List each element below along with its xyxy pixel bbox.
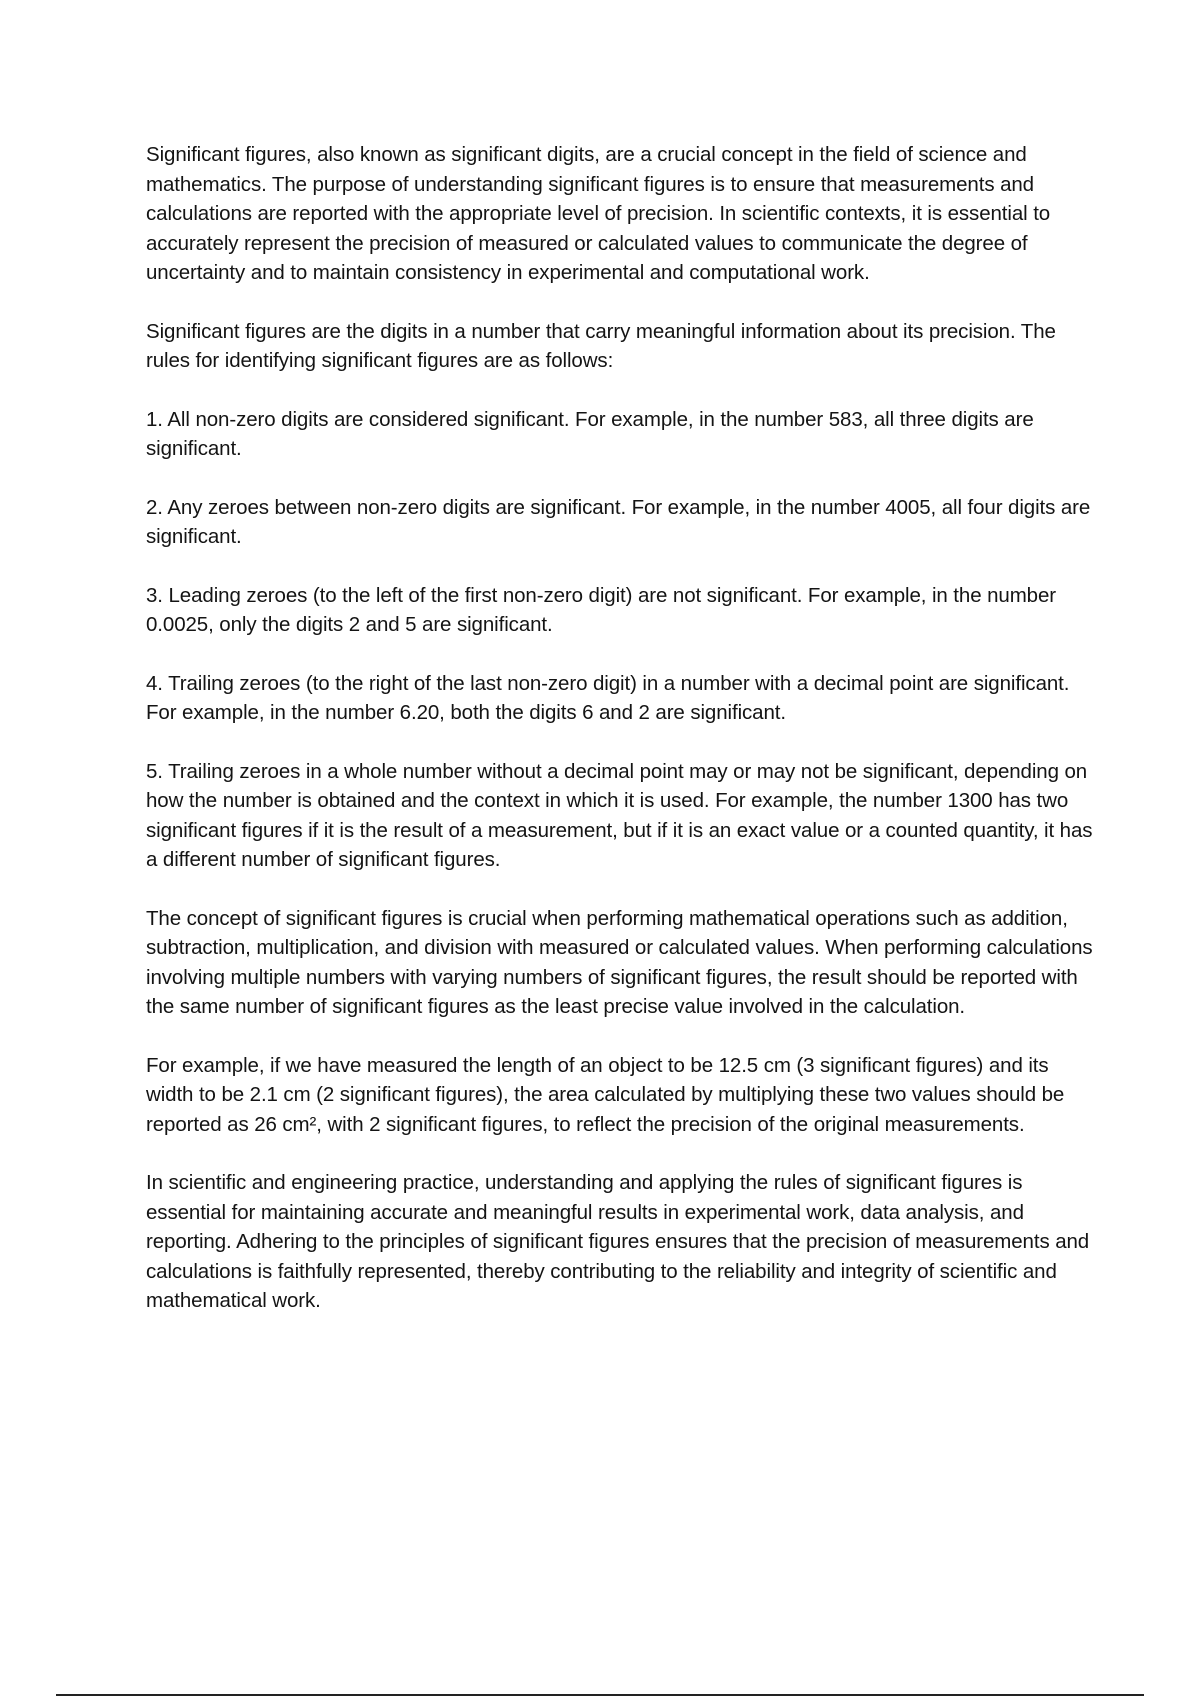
page-bottom-rule [56,1694,1144,1696]
paragraph-example: For example, if we have measured the length of an object to be 12.5 cm (3 significant figures) and its width to be 2.1 cm (2 significant figures), the area calculated by multiplying these two values should be reported as 26 cm², with 2 significant figures, to reflect the precision of the original measurements. [146,1053,1065,1136]
paragraph-rule-5: 5. Trailing zeroes in a whole number without a decimal point may or may not be significant, depending on how the number is obtained and the context in which it is used. For example, the number 1300 has two significant figures if it is the result of a measurement, but if it is an exact value or a counted quantity, it has a different number of significant figures. [146,759,1093,871]
document-body [146,140,1096,1345]
paragraph-rule-4: 4. Trailing zeroes (to the right of the last non-zero digit) in a number with a decimal point are significant. For example, in the number 6.20, both the digits 6 and 2 are significant. [146,671,1070,724]
paragraph-operations: The concept of significant figures is crucial when performing mathematical operations such as addition, subtraction, multiplication, and division with measured or calculated values. When performing calculations involving multiple numbers with varying numbers of significant figures, the result should be reported with the same number of significant figures as the least precise value involved in the calculation. [146,906,1093,1018]
paragraph-rule-1: 1. All non-zero digits are considered significant. For example, in the number 583, all three digits are significant. [146,407,1034,460]
paragraph-definition: Significant figures are the digits in a number that carry meaningful information about its precision. The rules for identifying significant figures are as follows: [146,319,1056,372]
paragraph-intro: Significant figures, also known as significant digits, are a crucial concept in the field of science and mathematics. The purpose of understanding significant figures is to ensure that measurements and calculations are reported with the appropriate level of precision. In scientific contexts, it is essential to accurately represent the precision of measured or calculated values to communicate the degree of uncertainty and to maintain consistency in experimental and computational work. [146,143,1051,284]
paragraph-rule-2: 2. Any zeroes between non-zero digits are significant. For example, in the number 4005, all four digits are significant. [146,495,1091,548]
paragraph-rule-3: 3. Leading zeroes (to the left of the first non-zero digit) are not significant. For example, in the number 0.0025, only the digits 2 and 5 are significant. [146,583,1057,636]
paragraph-conclusion: In scientific and engineering practice, understanding and applying the rules of significant figures is essential for maintaining accurate and meaningful results in experimental work, data analysis, and reporting. Adhering to the principles of significant figures ensures that the precision of measurements and calculations is faithfully represented, thereby contributing to the reliability and integrity of scientific and mathematical work. [146,1171,1090,1312]
